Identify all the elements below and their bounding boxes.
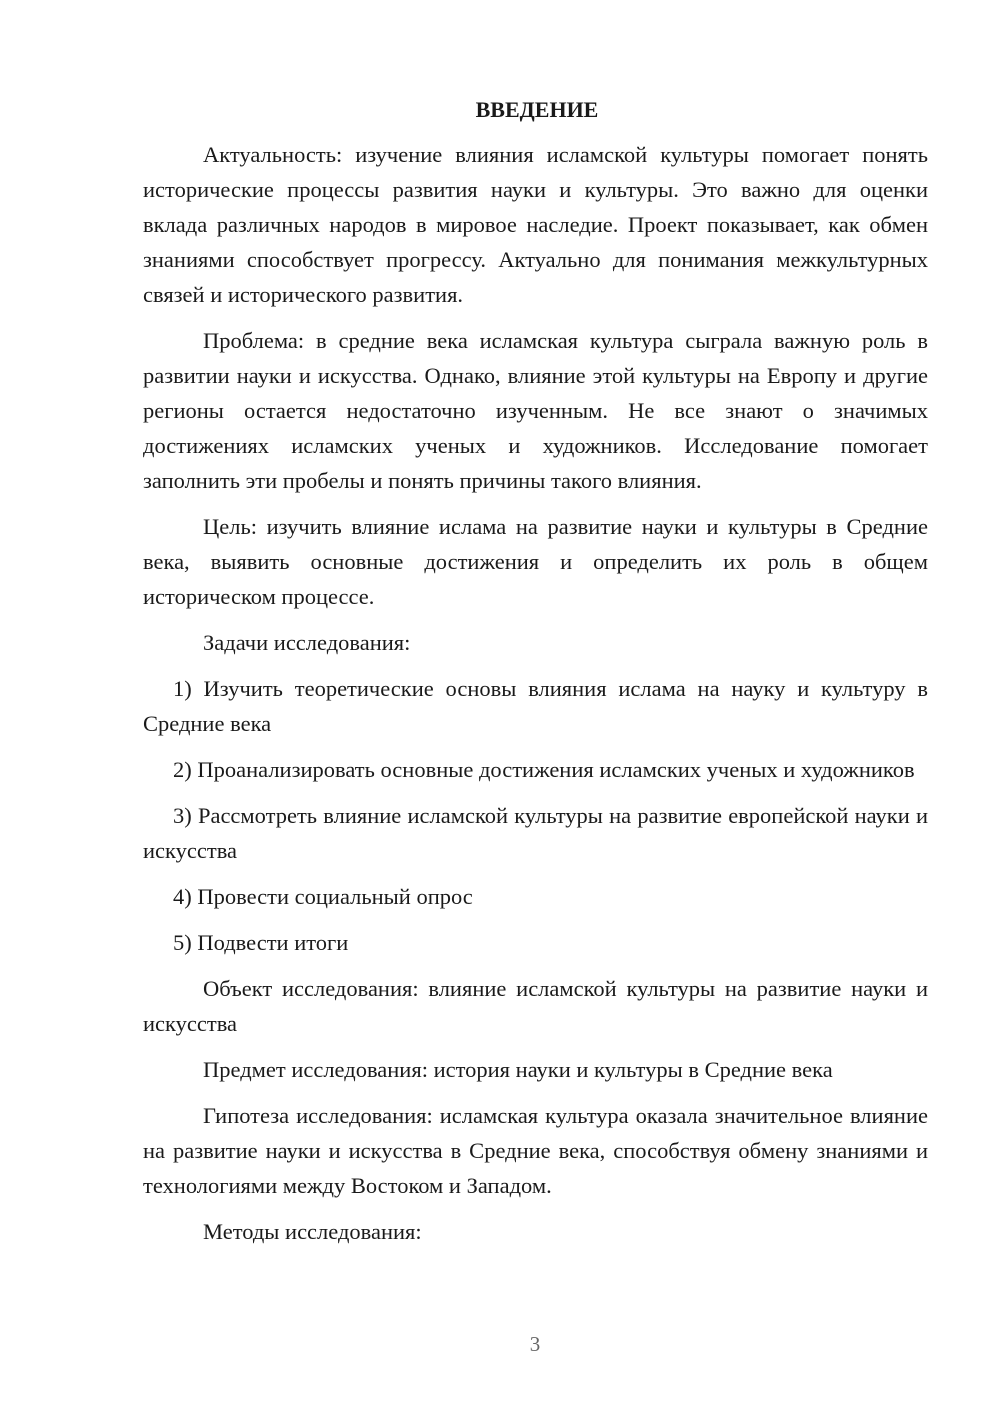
task-item: 1) Изучить теоретические основы влияния ислама на науку и культуру в Средние века xyxy=(143,676,928,736)
object-paragraph: Объект исследования: влияние исламской культуры на развитие науки и искусства xyxy=(143,976,928,1036)
task-item: 5) Подвести итоги xyxy=(173,930,349,955)
tasks-heading-paragraph: Задачи исследования: xyxy=(203,630,411,655)
task-item: 3) Рассмотреть влияние исламской культуры на развитие европейской науки и искусства xyxy=(143,803,928,863)
subject-paragraph: Предмет исследования: история науки и культуры в Средние века xyxy=(203,1057,833,1082)
task-item: 4) Провести социальный опрос xyxy=(173,884,473,909)
task-item: 2) Проанализировать основные достижения исламских ученых и художников xyxy=(173,757,915,782)
goal-paragraph: Цель: изучить влияние ислама на развитие науки и культуры в Средние века, выявить основные достижения и определить их роль в общем историческом процессе. xyxy=(143,514,928,609)
page-content xyxy=(143,92,928,1260)
methods-paragraph: Методы исследования: xyxy=(203,1219,422,1244)
section-heading: ВВЕДЕНИЕ xyxy=(475,97,599,122)
problem-paragraph: Проблема: в средние века исламская культура сыграла важную роль в развитии науки и искусства. Однако, влияние этой культуры на Европу и другие регионы остается недостаточно изученным. Не все знают о значимых достижениях исламских ученых и художников. Исследование помогает заполнить эти пробелы и понять причины такого влияния. xyxy=(143,328,928,493)
hypothesis-paragraph: Гипотеза исследования: исламская культура оказала значительное влияние на развитие науки и искусства в Средние века, способствуя обмену знаниями и технологиями между Востоком и Западом. xyxy=(143,1103,928,1198)
relevance-paragraph: Актуальность: изучение влияния исламской культуры помогает понять исторические процессы развития науки и культуры. Это важно для оценки вклада различных народов в мировое наследие. Проект показывает, как обмен знаниями способствует прогрессу. Актуально для понимания межкультурных связей и исторического развития. xyxy=(143,142,928,307)
page-number: 3 xyxy=(529,1332,541,1356)
